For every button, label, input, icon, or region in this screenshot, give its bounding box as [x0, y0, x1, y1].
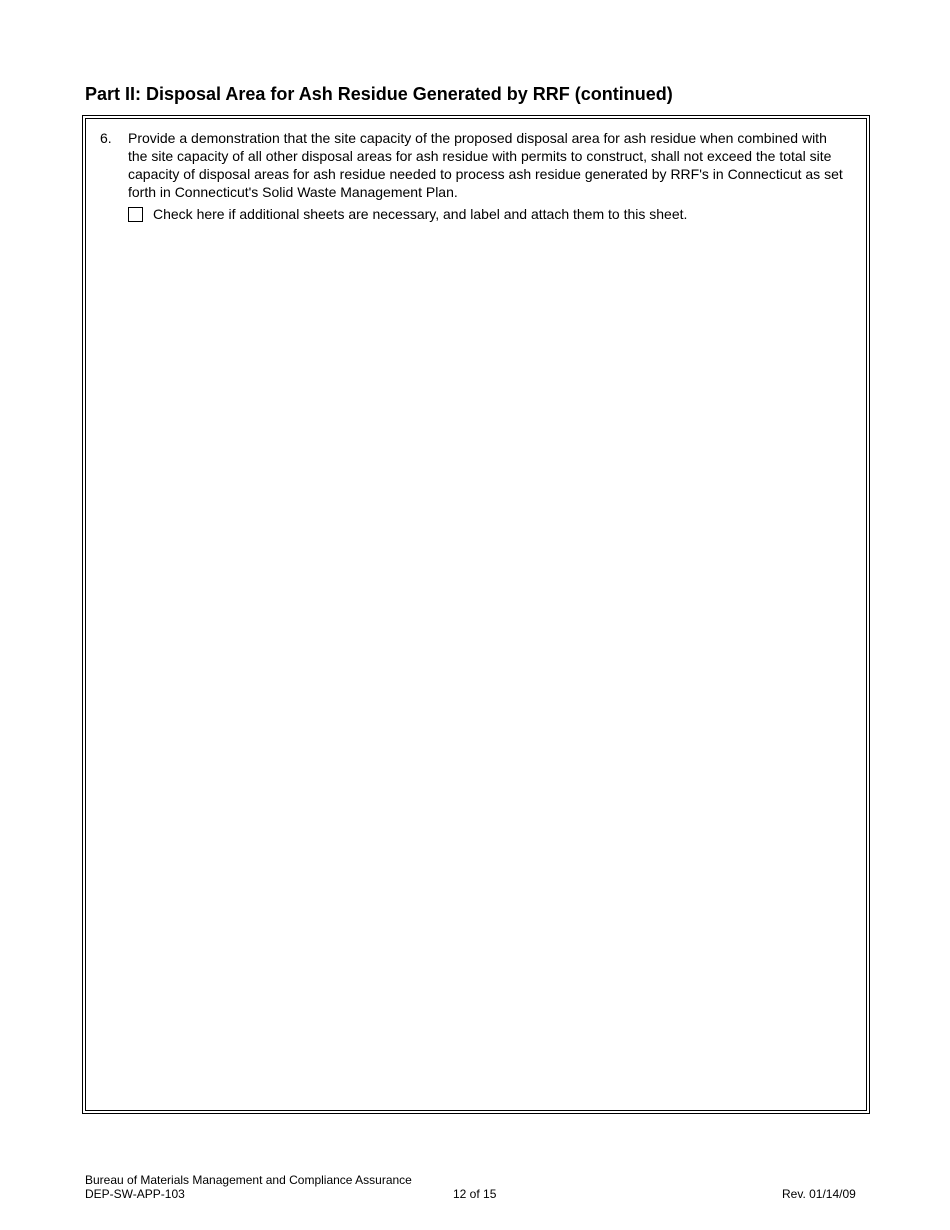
section-title: Part II: Disposal Area for Ash Residue Generated by RRF (continued)	[85, 84, 673, 104]
checkbox-label: Check here if additional sheets are necessary, and label and attach them to this sheet.	[153, 206, 688, 222]
page-number: 12 of 15	[453, 1187, 497, 1201]
revision-date: Rev. 01/14/09	[782, 1187, 856, 1201]
additional-sheets-checkbox[interactable]	[128, 207, 143, 222]
form-id: DEP-SW-APP-103	[85, 1187, 185, 1201]
response-box[interactable]	[82, 115, 870, 1114]
question-number: 6.	[100, 130, 112, 146]
bureau-name: Bureau of Materials Management and Compliance Assurance	[85, 1173, 412, 1187]
question-6	[100, 129, 850, 223]
footer-left	[85, 1173, 412, 1201]
question-text: Provide a demonstration that the site capacity of the proposed disposal area for ash residue when combined with the site capacity of all other disposal areas for ash residue with permits to construct, shall not exceed the total site capacity of disposal areas for ash residue needed to process ash residue generated by RRF's in Connecticut as set forth in Connecticut's Solid Waste Management Plan.	[128, 130, 843, 200]
additional-sheets-option[interactable]	[128, 205, 850, 223]
